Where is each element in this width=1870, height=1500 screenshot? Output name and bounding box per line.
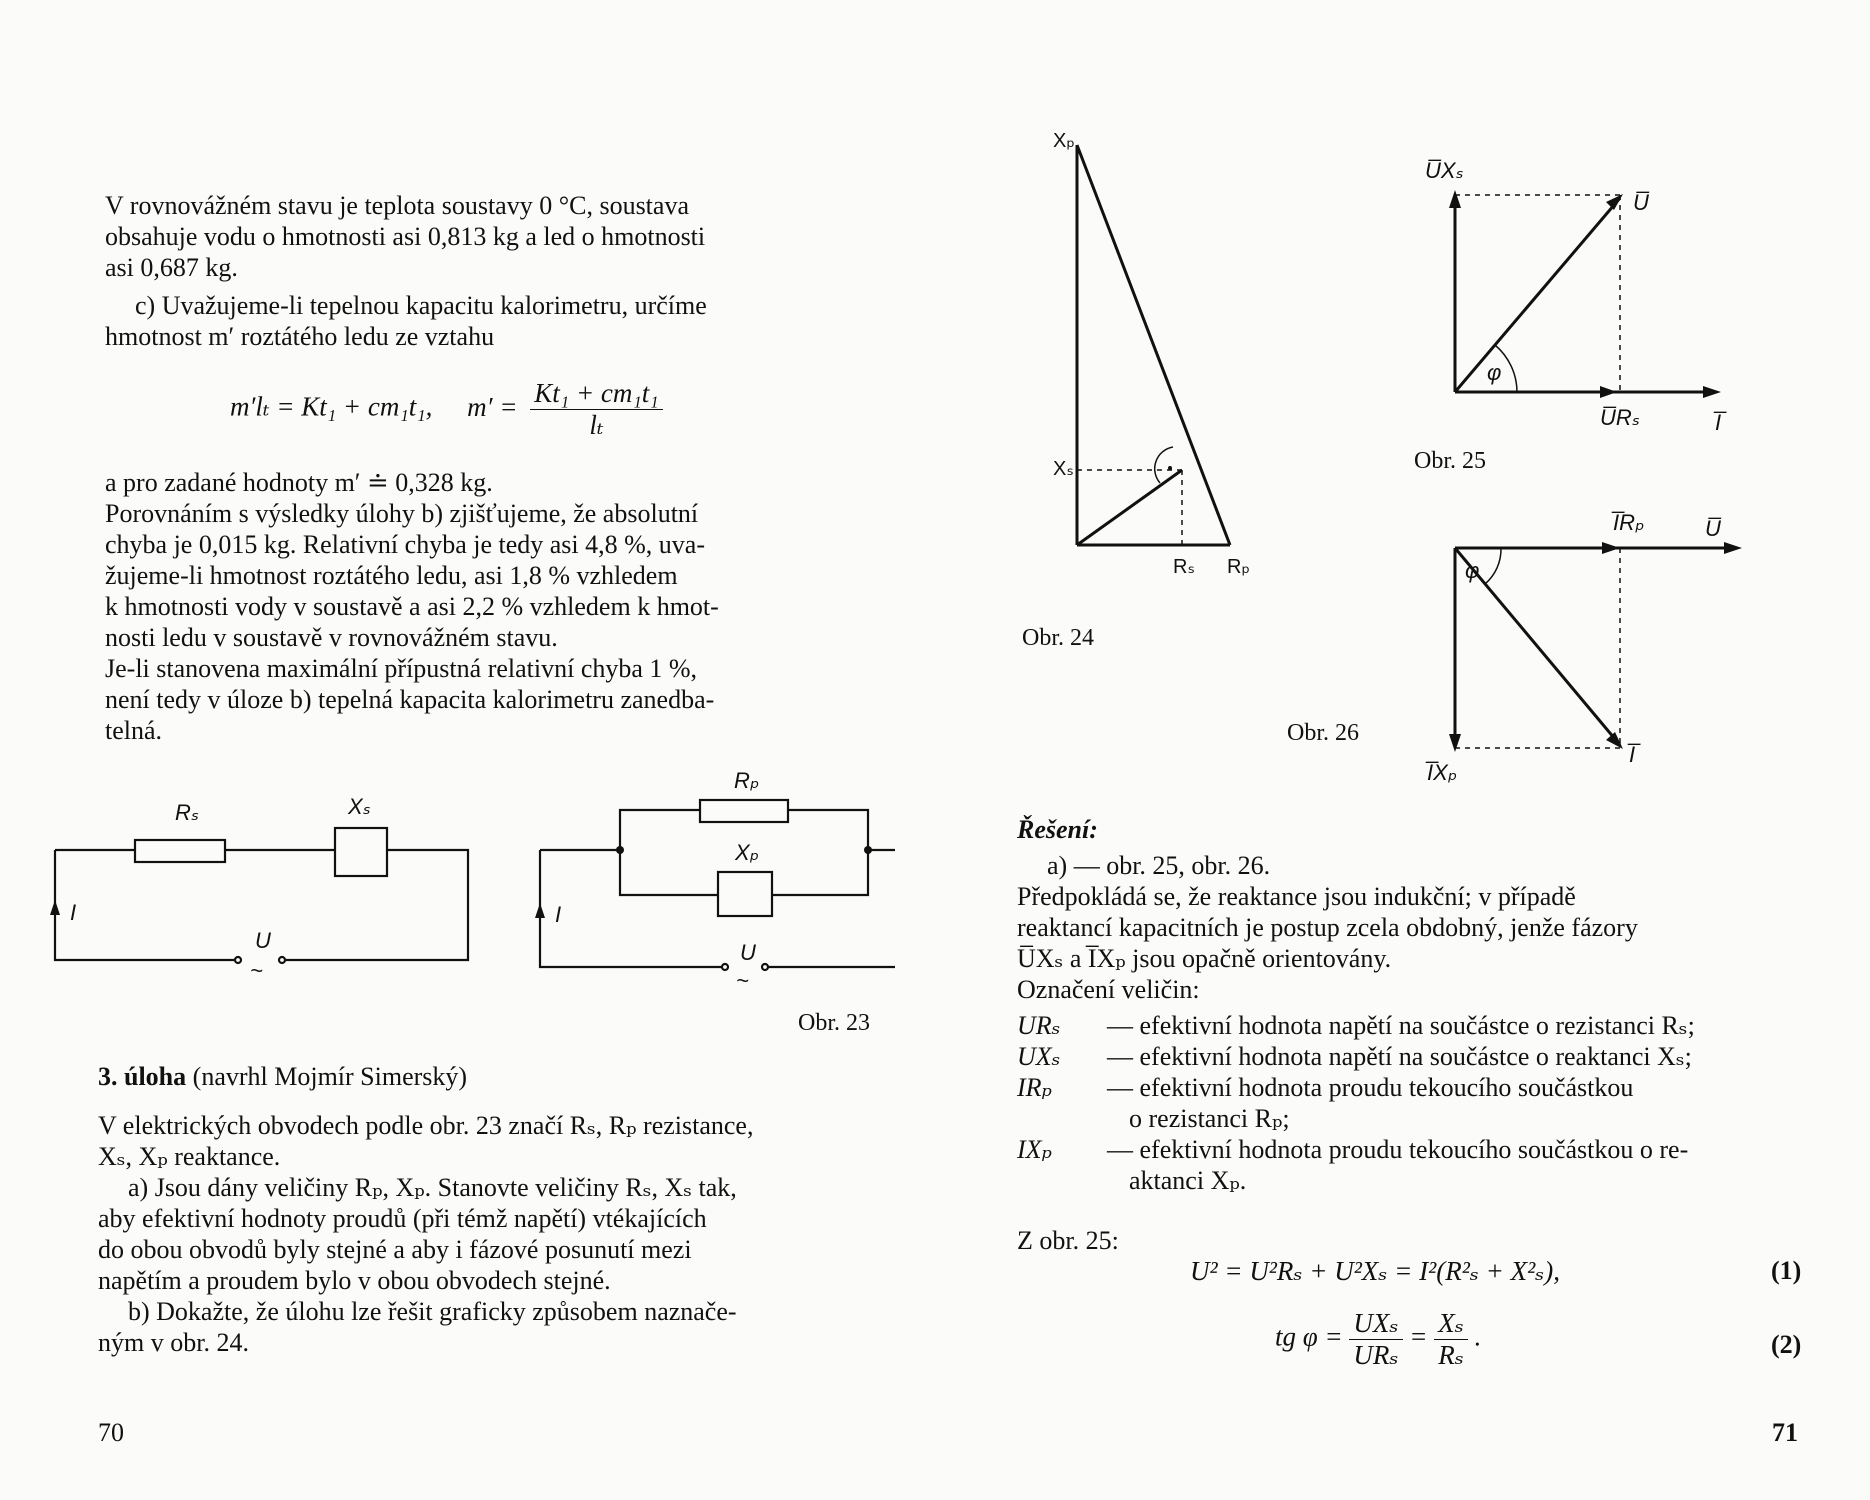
page-number-right: 71 — [1772, 1418, 1798, 1447]
fig24-hypotenuse — [1077, 145, 1230, 545]
task-paragraph — [98, 1110, 900, 1358]
circuit2-terminal — [722, 964, 728, 970]
eq2-fraction-2 — [1434, 1308, 1468, 1371]
solution-heading: Řešení: — [1017, 815, 1098, 844]
fig26-arrowhead — [1602, 542, 1620, 554]
fig25-label-uxs: U̅Xₛ — [1425, 158, 1464, 183]
fig25-arrowhead — [1449, 190, 1461, 208]
fig25-caption: Obr. 25 — [1414, 448, 1486, 474]
equation-1-number: (1) — [1771, 1256, 1802, 1285]
equation-1: U² = U²Rₛ + U²Xₛ = I²(R²ₛ + X²ₛ), — [1190, 1256, 1561, 1286]
text-line: do obou obvodů byly stejné a aby i fázové posunutí mezi — [98, 1235, 692, 1264]
fig24-label-xs: Xₛ — [1053, 458, 1074, 480]
text-line: V elektrických obvodech podle obr. 23 značí Rₛ, Rₚ rezistance, — [98, 1111, 754, 1140]
text-line: k hmotnosti vody v soustavě a asi 2,2 % vzhledem k hmot- — [105, 592, 719, 621]
text-line: ným v obr. 24. — [98, 1328, 249, 1357]
definition-item — [1017, 1041, 1817, 1072]
formula-denominator: lₜ — [589, 410, 604, 440]
text-line: Porovnáním s výsledky úlohy b) zjišťujeme, že absolutní — [105, 499, 699, 528]
circuit2-node — [864, 846, 872, 854]
definition-continuation: o rezistanci Rₚ; — [1129, 1104, 1290, 1133]
fig25-label-urs: U̅Rₛ — [1600, 405, 1640, 430]
text-line: nosti ledu v soustavě v rovnovážném stavu. — [105, 623, 558, 652]
fig24-label-xp: Xₚ — [1053, 130, 1075, 152]
fig26-phasor-diagram — [1405, 500, 1795, 800]
part-c-paragraph — [105, 290, 900, 352]
formula-left: m′lₜ = Kt₁ + cm₁t₁, — [230, 391, 433, 422]
eq2-lhs: tg φ = — [1275, 1321, 1343, 1352]
right-page — [935, 0, 1870, 1500]
task-heading — [98, 1062, 467, 1092]
text-line: a pro zadané hodnoty m′ ≐ 0,328 kg. — [105, 468, 493, 497]
definitions-list — [1017, 1010, 1817, 1196]
fig26-arrowhead — [1449, 734, 1461, 752]
fig25-phasor-diagram — [1405, 150, 1795, 440]
fig24-perpendicular — [1077, 470, 1182, 545]
eq2-frac1-denominator: URₛ — [1353, 1340, 1399, 1370]
text-line: U̅Xₛ a I̅Xₚ jsou opačně orientovány. — [1017, 944, 1392, 973]
circuit2-tilde: ~ — [736, 968, 749, 993]
text-line: a) Jsou dány veličiny Rₚ, Xₚ. Stanovte veličiny Rₛ, Xₛ tak, — [128, 1173, 737, 1202]
fig24-label-rs: Rₛ — [1173, 556, 1195, 578]
definition-item — [1017, 1134, 1817, 1165]
definition-text: — efektivní hodnota proudu tekoucího součástkou — [1107, 1073, 1634, 1102]
fig24-triangle — [1035, 125, 1275, 595]
circuit2-wire — [540, 850, 722, 967]
circuit2-i-label: I — [555, 902, 562, 927]
circuit1-current-arrow — [50, 900, 60, 915]
task-heading-bold: 3. úloha — [98, 1062, 187, 1091]
equation-2 — [1275, 1308, 1481, 1371]
formula-m-prime: m′ = — [467, 391, 518, 422]
equation-2-number: (2) — [1771, 1330, 1802, 1359]
eq2-fraction-1 — [1349, 1308, 1402, 1371]
text-line: a) — obr. 25, obr. 26. — [1047, 851, 1271, 880]
eq2-dot: . — [1474, 1321, 1482, 1352]
circuit1-terminal — [235, 957, 241, 963]
fig26-arrowhead — [1724, 542, 1742, 554]
definition-text: — efektivní hodnota proudu tekoucího součástkou o re- — [1107, 1135, 1689, 1164]
text-line: Xₛ, Xₚ reaktance. — [98, 1142, 281, 1171]
fig23-circuits — [0, 760, 935, 1060]
definition-symbol: UXₛ — [1017, 1042, 1061, 1071]
definition-symbol: IXₚ — [1017, 1135, 1052, 1164]
text-line: napětím a proudem bylo v obou obvodech stejné. — [98, 1266, 611, 1295]
text-line: telná. — [105, 716, 163, 745]
fig26-label-phi: φ — [1465, 558, 1480, 583]
formula-mass-ice — [230, 378, 663, 441]
formula-fraction — [530, 378, 662, 441]
text-line: Označení veličin: — [1017, 975, 1200, 1004]
circuit1-r-label: Rₛ — [175, 800, 200, 825]
circuit2-node — [616, 846, 624, 854]
fig25-arrowhead — [1600, 386, 1617, 398]
circuit1-reactor — [335, 828, 387, 876]
z-obr-line: Z obr. 25: — [1017, 1226, 1119, 1255]
task-heading-rest: (navrhl Mojmír Simerský) — [186, 1062, 468, 1091]
definition-continuation: aktanci Xₚ. — [1129, 1166, 1247, 1195]
fig24-right-angle-dot — [1168, 466, 1172, 470]
text-line: žujeme-li hmotnost roztátého ledu, asi 1,8 % vzhledem — [105, 561, 678, 590]
circuit2-current-arrow — [535, 903, 545, 918]
fig26-i-phasor — [1455, 548, 1620, 745]
circuit1-resistor — [135, 840, 225, 862]
circuit2-terminal — [762, 964, 768, 970]
text-line: reaktancí kapacitních je postup zcela obdobný, jenže fázory — [1017, 913, 1638, 942]
eq2-equals: = — [1409, 1321, 1428, 1352]
fig26-caption: Obr. 26 — [1287, 720, 1359, 746]
fig24-caption: Obr. 24 — [1022, 625, 1094, 651]
circuit1-x-label: Xₛ — [348, 794, 371, 819]
page-number-left: 70 — [98, 1418, 124, 1447]
circuit2-x-label: Xₚ — [735, 840, 760, 865]
fig25-label-u: U̅ — [1633, 190, 1649, 215]
text-line: Předpokládá se, že reaktance jsou indukční; v případě — [1017, 882, 1576, 911]
definition-item — [1017, 1072, 1817, 1103]
solution-paragraph — [1017, 850, 1812, 1005]
fig25-label-phi: φ — [1487, 360, 1502, 385]
text-line: není tedy v úloze b) tepelná kapacita kalorimetru zanedba- — [105, 685, 715, 714]
text-line: chyba je 0,015 kg. Relativní chyba je tedy asi 4,8 %, uva- — [105, 530, 706, 559]
text-line: asi 0,687 kg. — [105, 253, 238, 282]
circuit1-wire — [55, 850, 235, 960]
fig25-u-phasor — [1455, 198, 1620, 392]
eq2-frac2-denominator: Rₛ — [1438, 1340, 1464, 1370]
definition-symbol: IRₚ — [1017, 1073, 1052, 1102]
circuit1-u-label: U — [255, 928, 271, 953]
intro-paragraph — [105, 190, 900, 283]
text-line: aby efektivní hodnoty proudů (při témž napětí) vtékajících — [98, 1204, 707, 1233]
text-line: Je-li stanovena maximální přípustná relativní chyba 1 %, — [105, 654, 698, 683]
circuit1-i-label: I — [70, 900, 77, 925]
circuit2-r-label: Rₚ — [734, 768, 760, 793]
circuit1-tilde: ~ — [250, 958, 263, 983]
text-line: obsahuje vodu o hmotnosti asi 0,813 kg a led o hmotnosti — [105, 222, 706, 251]
fig26-label-u: U̅ — [1705, 516, 1721, 541]
fig23-caption: Obr. 23 — [798, 1010, 870, 1036]
circuit2-reactor — [718, 872, 772, 916]
circuit2-resistor — [700, 800, 788, 822]
text-line: c) Uvažujeme-li tepelnou kapacitu kalorimetru, určíme — [135, 291, 707, 320]
fig25-arrowhead — [1703, 386, 1721, 398]
text-line: b) Dokažte, že úlohu lze řešit graficky způsobem naznače- — [128, 1297, 737, 1326]
fig24-label-rp: Rₚ — [1227, 556, 1251, 578]
eq2-frac2-numerator: Xₛ — [1434, 1308, 1468, 1340]
eq2-frac1-numerator: UXₛ — [1349, 1308, 1402, 1340]
definition-symbol: URₛ — [1017, 1011, 1061, 1040]
fig26-label-i: I̅ — [1629, 742, 1636, 767]
circuit2-u-label: U — [740, 940, 756, 965]
definition-text: — efektivní hodnota napětí na součástce o rezistanci Rₛ; — [1107, 1011, 1695, 1040]
fig26-label-irp: I̅Rₚ — [1613, 510, 1645, 535]
definition-item — [1017, 1010, 1817, 1041]
definition-text: — efektivní hodnota napětí na součástce o reaktanci Xₛ; — [1107, 1042, 1692, 1071]
result-paragraph — [105, 467, 900, 746]
fig25-label-i: I̅ — [1715, 410, 1722, 435]
fig26-phi-arc — [1485, 548, 1501, 584]
text-line: hmotnost m′ roztátého ledu ze vztahu — [105, 322, 495, 351]
formula-numerator: Kt₁ + cm₁t₁ — [530, 378, 662, 410]
fig26-label-ixp: I̅Xₚ — [1427, 760, 1458, 785]
circuit1-terminal — [279, 957, 285, 963]
text-line: V rovnovážném stavu je teplota soustavy 0 °C, soustava — [105, 191, 689, 220]
